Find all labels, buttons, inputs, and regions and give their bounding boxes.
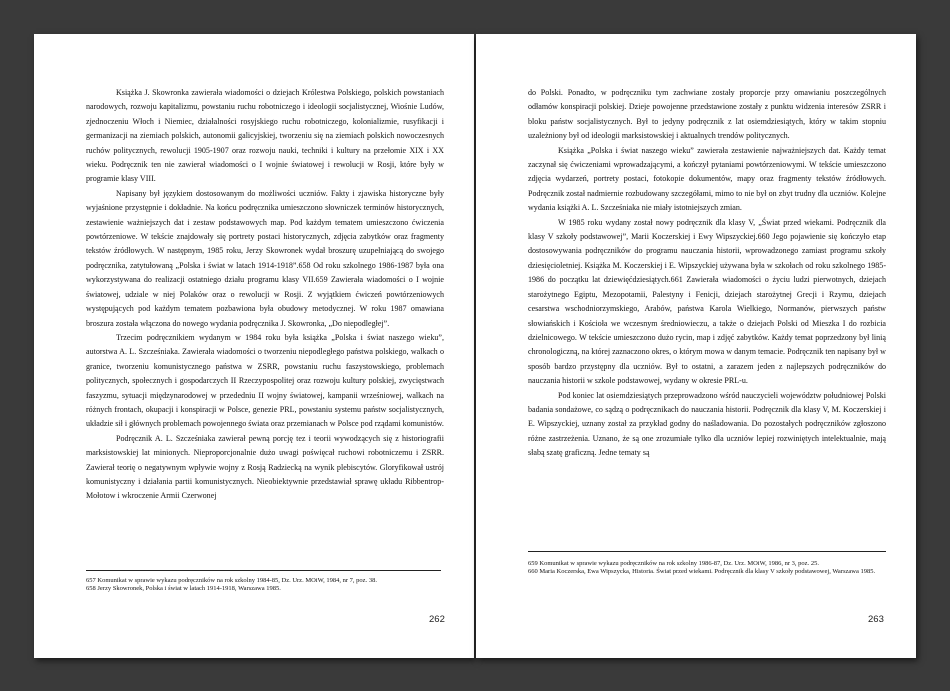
right-page-body — [528, 86, 886, 461]
paragraph: Książka „Polska i świat naszego wieku” zawierała zestawienie najważniejszych dat. Każdy temat zaczynał się ćwiczeniami wprowadzającymi, a kończył pytaniami powtórzeniowymi. W tekście umieszczono zdjęcia wydarzeń, portrety postaci, fotokopie dokumentów, mapy oraz fragmenty tekstów źródłowych. Podręcznik został nadmiernie rozbudowany szczegółami, mimo to nie był on zbyt trudny dla uczniów. Kolejne wydania książki A. L. Szcześniaka nie miały istotniejszych zmian. — [528, 145, 886, 213]
footnote: 659 Komunikat w sprawie wykazu podręczników na rok szkolny 1986-87, Dz. Urz. MOiW, 1986, nr 3, poz. 25. — [528, 560, 819, 567]
paragraph: do Polski. Ponadto, w podręczniku tym zachwiane zostały proporcje przy omawianiu poszczególnych odłamów konspiracji polskiej. Dzieje powojenne przedstawione zostały z punktu widzenia interesów ZSRR i bloku państw socjalistycznych. Był to jedyny podręcznik z lat osiemdziesiątych, który w takim stopniu uzależniony był od ideologii marksistowskiej i aktualnych trendów politycznych. — [528, 88, 886, 141]
footnote: 658 Jerzy Skowronek, Polska i świat w latach 1914-1918, Warszawa 1985. — [86, 584, 281, 592]
footnote: 660 Maria Koczerska, Ewa Wipszycka, Historia. Świat przed wiekami. Podręcznik dla klasy V szkoły podstawowej, Warszawa 1985. — [528, 567, 876, 575]
footnotes — [528, 560, 886, 575]
paragraph: W 1985 roku wydany został nowy podręcznik dla klasy V, „Świat przed wiekami. Podręcznik dla klasy V szkoły podstawowej”, Marii Koczerskiej i Ewy Wipszyckiej.660 Jego pojawienie się kończyło etap dostosowywania podręczników do programu nauczania historii, wprowadzonego zamiast programu szkoły dziesięcioletniej. Książka M. Koczerskiej i E. Wipszyckiej używana była w szkołach od roku szkolnego 1985-1986 do początku lat dziewięćdziesiątych.661 Zawierała wiadomości o życiu ludzi pierwotnych, dziejach starożytnego Egiptu, Mezopotamii, Palestyny i Fenicji, dziejach starożytnej Grecji i Rzymu, dziejach cesarstwa wschodniorzymskiego, Arabów, państwa Karola Wielkiego, Normanów, pierwszych państw słowiańskich i Kościoła we wczesnym średniowieczu, a także o dziejach Polski od Mieszka I do rozbicia dzielnicowego. W tekście umieszczono dużo rycin, map i zdjęć zabytków. Każdy temat poprzedzony był linią chronologiczną, na której zaznaczono okres, o którym mowa w danym temacie. Podręcznik ten napisany był w sposób bardzo przystępny dla uczniów. Był to ostatni, a zarazem jeden z najlepszych podręczników do nauczania historii w szkole podstawowej, wydany w okresie PRL-u. — [528, 217, 886, 386]
footnote-divider — [528, 551, 886, 552]
paragraph: Książka J. Skowronka zawierała wiadomości o dziejach Królestwa Polskiego, polskich powstaniach narodowych, rozwoju kapitalizmu, powstaniu ruchu robotniczego i ideologii socjalistycznej, Wiośnie Ludów, zjednoczeniu Włoch i Niemiec, działalności rosyjskiego ruchu robotniczego, kolonializmie, rusyfikacji i germanizacji na ziemiach polskich, autonomii galicyjskiej, tworzeniu się na ziemiach polskich nowoczesnych ruchów politycznych, rewolucji 1905-1907 oraz rozwoju nauki, techniki i kultury na przełomie XIX i XX wieku. Podręcznik ten nie zawierał wiadomości o I wojnie światowej i rewolucji w Rosji, które były w programie klasy VIII. — [86, 88, 444, 184]
paragraph: Podręcznik A. L. Szcześniaka zawierał pewną porcję tez i teorii wywodzących się z historiografii marksistowskiej lat minionych. Nieproporcjonalnie dużo uwagi poświęcał ruchowi robotniczemu i ZSRR. Zawierał teorię o negatywnym wpływie wojny z Rosją Radziecką na wynik plebiscytów. Gloryfikował ustrój komunistyczny i działania partii komunistycznych. Nieobiektywnie przedstawiał sprawę układu Ribbentrop-Mołotow i wkroczenie Armii Czerwonej — [86, 433, 444, 501]
left-page — [34, 34, 474, 658]
right-page — [476, 34, 916, 658]
footnotes — [86, 577, 444, 592]
footnote-divider — [86, 570, 441, 571]
paragraph: Napisany był językiem dostosowanym do możliwości uczniów. Fakty i zjawiska historyczne były wyjaśnione przystępnie i dokładnie. Na końcu podręcznika umieszczono słowniczek terminów historycznych, zestawienie ważniejszych dat i zestaw podstawowych map. Pod każdym tematem umieszczono ćwiczenia powtórzeniowe. W tekście znajdowały się portrety postaci historycznych, zdjęcia zabytków oraz fragmenty tekstów źródłowych. W następnym, 1985 roku, Jerzy Skowronek wydał broszurę uzupełniającą do swojego podręcznika, zatytułowaną „Polska i świat w latach 1914-1918”.658 Od roku szkolnego 1986-1987 była ona wykorzystywana do realizacji ostatniego działu programu klasy VII.659 Zawierała wiadomości o I wojnie światowej, udziale w niej Polaków oraz o rewolucji w Rosji. Z wyjątkiem ćwiczeń powtórzeniowych występujących pod każdym tematem pozbawiona była obudowy metodycznej. W roku 1987 omawiana broszura została włączona do nowego wydania podręcznika J. Skowronka, „Do niepodległej”. — [86, 188, 444, 328]
paragraph: Pod koniec lat osiemdziesiątych przeprowadzono wśród nauczycieli województw południowej Polski badania sondażowe, co sądzą o podręcznikach do nauczania historii. Podręcznik dla klasy V, M. Koczerskiej i E. Wipszyckiej, uznany został za przykład godny do naśladowania. Do pozostałych podręczników zgłoszono różne zastrzeżenia. Uznano, że są one zrozumiałe tylko dla uczniów lepiej rozwiniętych intelektualnie, mają słabą szatę graficzną. Jedne tematy są — [528, 390, 886, 458]
page-number: 263 — [868, 614, 884, 625]
page-number: 262 — [429, 614, 445, 625]
paragraph: Trzecim podręcznikiem wydanym w 1984 roku była książka „Polska i świat naszego wieku”, autorstwa A. L. Szcześniaka. Zawierała wiadomości o tworzeniu niepodległego państwa polskiego, walkach o granice, tworzeniu komunistycznego państwa w ZSRR, powstaniu ruchu faszystowskiego, problemach politycznych, społecznych i gospodarczych II Rzeczypospolitej oraz rozwoju kultury polskiej, zwycięstwach faszyzmu, sytuacji międzynarodowej w przededniu II wojny światowej, kampanii wrześniowej, walkach na różnych frontach, okupacji i konspiracji w Polsce, genezie PRL, powstaniu systemu państw socjalistycznych, układzie sił i głównych problemach powojennego świata oraz przemianach w Polsce pod rządami komunistów. — [86, 332, 444, 429]
left-page-body — [86, 86, 444, 504]
footnote: 657 Komunikat w sprawie wykazu podręczników na rok szkolny 1984-85, Dz. Urz. MOiW, 1984, nr 7, poz. 38. — [86, 577, 377, 584]
